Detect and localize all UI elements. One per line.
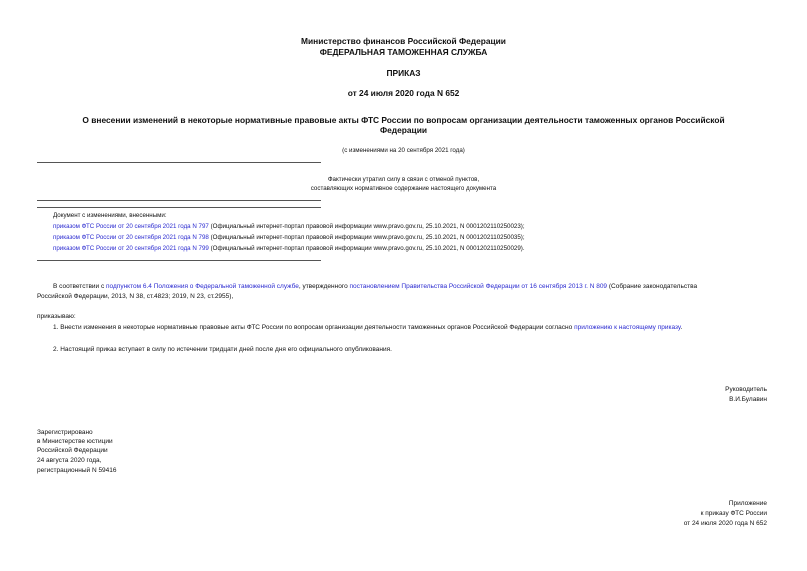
- order-item-2: 2. Настоящий приказ вступает в силу по истечении тридцати дней после дня его официального опубликования.: [53, 346, 392, 353]
- amendments-heading: Документ с изменениями, внесенными:: [53, 212, 167, 219]
- obsolete-note-line1: Фактически утратил силу в связи с отменой пунктов,: [327, 176, 480, 183]
- preamble-text: В соответствии с: [53, 283, 107, 290]
- registration-line: в Министерстве юстиции: [37, 438, 113, 445]
- appendix-link[interactable]: приложению к настоящему приказу: [574, 324, 681, 331]
- signature-position: Руководитель: [725, 386, 767, 393]
- regulation-link[interactable]: подпунктом 6.4 Положения о Федеральной таможенной службе: [106, 283, 299, 290]
- edition-note: (с изменениями на 20 сентября 2021 года): [342, 147, 465, 154]
- amendment-source: (Официальный интернет-портал правовой информации www.pravo.gov.ru, 25.10.2021, N 0001202110250023);: [208, 223, 525, 230]
- divider: [37, 260, 321, 261]
- amendment-link[interactable]: приказом ФТС России от 20 сентября 2021 года N 799: [53, 245, 209, 252]
- registration-line: Российской Федерации: [37, 447, 108, 454]
- appendix-line: Приложение: [728, 500, 767, 507]
- registration-line: Зарегистрировано: [37, 429, 93, 436]
- amendment-item: [53, 244, 525, 253]
- preamble-line2: Российской Федерации, 2013, N 38, ст.4823; 2019, N 23, ст.2955),: [37, 293, 234, 300]
- amendment-item: [53, 233, 525, 242]
- amendment-item: [53, 222, 525, 231]
- preamble-text: , утвержденного: [298, 283, 350, 290]
- amendment-link[interactable]: приказом ФТС России от 20 сентября 2021 года N 797: [53, 223, 209, 230]
- registration-line: регистрационный N 59416: [37, 467, 117, 474]
- document-type: ПРИКАЗ: [386, 68, 421, 78]
- preamble-line1: [53, 282, 697, 292]
- divider: [37, 162, 321, 163]
- order-item-1: [53, 323, 682, 333]
- registration-line: 24 августа 2020 года,: [37, 457, 102, 464]
- document-title-line1: О внесении изменений в некоторые нормативные правовые акты ФТС России по вопросам организации деятельности таможенных органов Российской: [82, 115, 725, 125]
- document-title-line2: Федерации: [380, 125, 427, 135]
- amendment-link[interactable]: приказом ФТС России от 20 сентября 2021 года N 798: [53, 234, 209, 241]
- divider: [37, 207, 321, 208]
- appendix-line: к приказу ФТС России: [700, 510, 767, 517]
- divider: [37, 200, 321, 201]
- preamble-text: (Собрание законодательства: [607, 283, 698, 290]
- appendix-line: от 24 июля 2020 года N 652: [683, 520, 767, 527]
- ministry-title: Министерство финансов Российской Федерации: [301, 36, 506, 46]
- document-date-number: от 24 июля 2020 года N 652: [347, 88, 460, 98]
- amendment-source: (Официальный интернет-портал правовой информации www.pravo.gov.ru, 25.10.2021, N 0001202110250035);: [208, 234, 525, 241]
- order-item-text: .: [680, 324, 683, 331]
- order-item-text: 1. Внести изменения в некоторые нормативные правовые акты ФТС России по вопросам организации деятельности таможенных органов Российской Федерации согласно: [53, 324, 575, 331]
- obsolete-note-line2: составляющих нормативное содержание настоящего документа: [310, 185, 497, 192]
- service-title: ФЕДЕРАЛЬНАЯ ТАМОЖЕННАЯ СЛУЖБА: [319, 47, 488, 57]
- amendment-source: (Официальный интернет-портал правовой информации www.pravo.gov.ru, 25.10.2021, N 0001202110250029).: [208, 245, 525, 252]
- government-decree-link[interactable]: постановлением Правительства Российской Федерации от 16 сентября 2013 г. N 809: [349, 283, 608, 290]
- signature-name: В.И.Булавин: [729, 396, 767, 403]
- order-word: приказываю:: [37, 313, 76, 320]
